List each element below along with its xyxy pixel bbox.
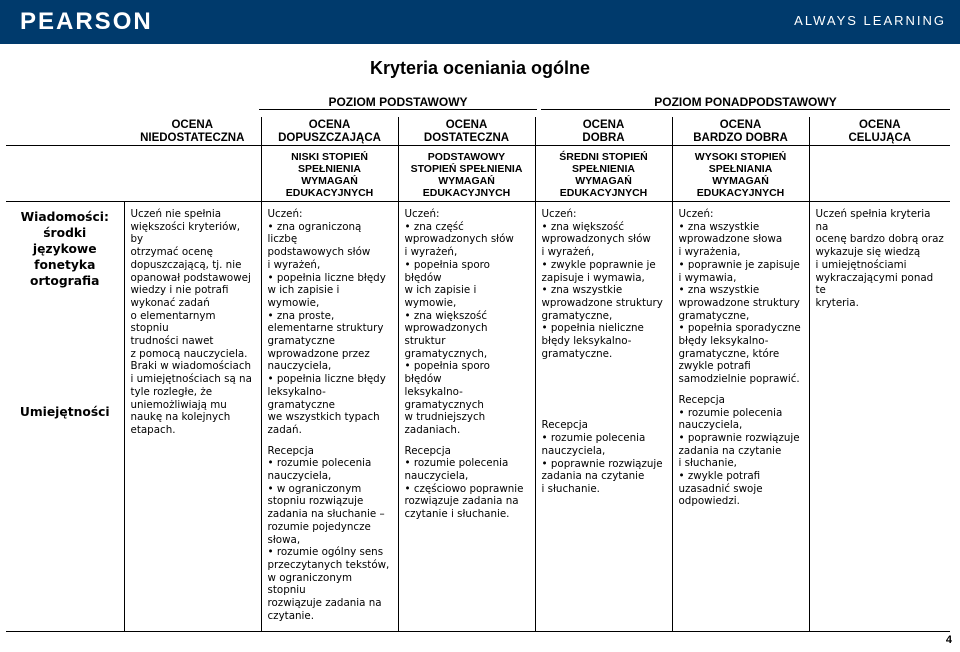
bullet-line: • zna wszystkie: [542, 284, 666, 297]
text-line: zadaniach.: [404, 423, 461, 436]
header-bar: [0, 0, 960, 44]
text-line: rozwiązuje zadania na: [404, 495, 519, 508]
bullet-line: • zna wszystkie: [679, 284, 803, 297]
bullet-line: • poprawnie rozwiązuje: [542, 458, 666, 471]
cell-bardzo-dobra: [672, 202, 809, 632]
text-line: Uczeń:: [678, 208, 714, 220]
grade-celujaca: OCENA CELUJĄCA: [809, 117, 950, 146]
text-line: gramatyczne.: [541, 347, 613, 360]
text-line: przeczytanych tekstów,: [267, 558, 390, 571]
text-line: gramatyczne,: [541, 309, 613, 322]
text-line: wprowadzonych słów: [541, 233, 651, 246]
bullet-line: • w ograniczonym: [268, 483, 392, 496]
criteria-row: [6, 202, 950, 632]
bullet-line: • popełnia sporo błędów: [405, 259, 529, 284]
cell-dostateczna: [398, 202, 535, 632]
text-line: rozumie pojedyncze: [267, 520, 371, 533]
requirement-medium: ŚREDNI STOPIEŃ SPEŁNIENIA WYMAGAŃ EDUKACYJNYCH: [535, 146, 672, 202]
text-line: i wyrażeń,: [404, 246, 458, 259]
text-line: i wyrażenia,: [678, 246, 741, 259]
bullet-line: • zwykle potrafi: [679, 470, 803, 483]
text-line: uzasadnić swoje: [678, 482, 763, 495]
text-line: zadania na czytanie: [541, 470, 645, 483]
text-line: wprowadzone struktury: [541, 296, 663, 309]
text-line: Uczeń nie spełnia: [130, 208, 222, 220]
text-line: słowa,: [267, 533, 301, 546]
text-line: w trudniejszych: [404, 411, 486, 424]
text-line: gramatycznych,: [404, 347, 488, 360]
text-line: w ich zapisie i wymowie,: [267, 284, 340, 309]
text-line: elementarne struktury: [267, 322, 384, 335]
bullet-line: • zna część: [405, 221, 529, 234]
text-line: i słuchanie,: [678, 457, 737, 470]
requirement-basic: PODSTAWOWY STOPIEŃ SPEŁNIENIA WYMAGAŃ EDUKACYJNYCH: [398, 146, 535, 202]
bullet-line: • rozumie polecenia: [542, 432, 666, 445]
bullet-line: • rozumie polecenia: [679, 407, 803, 420]
page-title: Kryteria oceniania ogólne: [369, 58, 591, 78]
text-line: nauczyciela,: [541, 444, 606, 457]
text-line: Uczeń spełnia kryteria na: [815, 208, 931, 233]
bullet-line: • zna większość: [542, 221, 666, 234]
bullet-line: • zna wszystkie: [679, 221, 803, 234]
requirement-high: WYSOKI STOPIEŃ SPEŁNIANIA WYMAGAŃ EDUKACYJNYCH: [672, 146, 809, 202]
text-line: gramatycznych: [404, 398, 484, 411]
text-line: i wyrażeń,: [267, 258, 321, 271]
text-line: Recepcja: [678, 393, 725, 406]
text-line: stopniu rozwiązuje: [267, 495, 364, 508]
text-line: Uczeń:: [541, 208, 577, 220]
text-line: zadania na słuchanie –: [267, 508, 385, 521]
row-label-skills: Umiejętności: [19, 405, 110, 419]
text-line: zwykle potrafi: [678, 360, 751, 373]
text-line: leksykalno-gramatyczne: [267, 385, 335, 411]
text-line: leksykalno-: [404, 385, 463, 398]
text-line: etapach.: [130, 423, 176, 436]
grade-dobra: OCENA DOBRA: [535, 117, 672, 146]
bullet-line: • poprawnie rozwiązuje: [679, 432, 803, 445]
text-line: wiedzy i nie potrafi: [130, 284, 229, 297]
text-line: trudności nawet: [130, 335, 214, 348]
cell-niedostateczna: [124, 202, 261, 632]
text-line: we wszystkich typach: [267, 411, 380, 424]
text-line: wykraczającymi ponad te: [815, 271, 934, 297]
cell-dopuszczajaca: [261, 202, 398, 632]
text-line: wykonać zadań: [130, 296, 210, 309]
text-line: nauczyciela,: [267, 470, 332, 483]
row-label-knowledge: Wiadomości:: [20, 210, 109, 224]
text-line: nauczyciela,: [678, 419, 743, 432]
text-line: z pomocą nauczyciela.: [130, 347, 248, 360]
text-line: w ich zapisie i wymowie,: [404, 284, 477, 309]
text-line: błędy leksykalno-: [541, 335, 632, 348]
bullet-line: • popełnia liczne błędy: [268, 272, 392, 285]
grade-niedostateczna: OCENA NIEDOSTATECZNA: [140, 119, 245, 144]
tagline: ALWAYS LEARNING: [794, 13, 946, 28]
row-labels: Wiadomości: środki językowe fonetyka ortografia Umiejętności: [6, 202, 124, 632]
text-line: ocenę bardzo dobrą oraz: [815, 233, 944, 246]
text-line: i wyrażeń,: [541, 246, 595, 259]
level-advanced: POZIOM PONADPODSTAWOWY: [541, 95, 950, 109]
bullet-line: • popełnia liczne błędy: [268, 373, 392, 386]
pearson-logo: PEARSON: [20, 8, 153, 35]
text-line: czytanie.: [267, 609, 315, 622]
bullet-line: • rozumie polecenia: [268, 457, 392, 470]
bullet-line: • rozumie polecenia: [405, 457, 529, 470]
bullet-line: • zna ograniczoną liczbę: [268, 221, 392, 246]
text-line: wprowadzonych słów: [404, 233, 514, 246]
text-line: nauczyciela,: [267, 360, 332, 373]
text-line: naukę na kolejnych: [130, 411, 231, 424]
bullet-line: • popełnia sporadyczne: [679, 322, 803, 335]
text-line: o elementarnym stopniu: [130, 309, 216, 335]
text-line: wprowadzonych struktur: [404, 322, 488, 348]
text-line: wprowadzone słowa: [678, 233, 783, 246]
text-line: gramatyczne, które: [678, 347, 780, 360]
criteria-table: [6, 117, 950, 632]
text-line: w ograniczonym stopniu: [267, 571, 352, 597]
text-line: odpowiedzi.: [678, 495, 740, 508]
requirement-row: [6, 146, 950, 202]
bullet-line: • rozumie ogólny sens: [268, 546, 392, 559]
text-line: nauczyciela,: [404, 470, 469, 483]
text-line: opanował podstawowej: [130, 271, 251, 284]
text-line: Braki w wiadomościach: [130, 360, 252, 373]
text-line: większości kryteriów, by: [130, 220, 241, 246]
text-line: zapisuje i wymawia,: [541, 271, 645, 284]
page-number: 4: [945, 634, 952, 646]
bullet-line: • zna większość: [405, 310, 529, 323]
grade-bardzo-dobra: OCENA BARDZO DOBRA: [672, 117, 809, 146]
text-line: wprowadzone struktury: [678, 296, 800, 309]
text-line: podstawowych słów: [267, 246, 371, 259]
requirement-low: NISKI STOPIEŃ SPEŁNIENIA WYMAGAŃ EDUKACYJNYCH: [261, 146, 398, 202]
text-line: błędy leksykalno-: [678, 335, 769, 348]
grade-dostateczna: OCENA DOSTATECZNA: [398, 117, 535, 146]
text-line: gramatyczne: [267, 335, 335, 348]
text-line: tyle rozległe, że: [130, 385, 213, 398]
text-line: wykazuje się wiedzą: [815, 246, 921, 259]
bullet-line: • częściowo poprawnie: [405, 483, 529, 496]
bullet-line: • zwykle poprawnie je: [542, 259, 666, 272]
text-line: Uczeń:: [267, 208, 303, 220]
bullet-line: • zna proste,: [268, 310, 392, 323]
text-line: i umiejętnościami: [815, 258, 907, 271]
text-line: zadania na czytanie: [678, 444, 782, 457]
text-line: samodzielnie poprawić.: [678, 373, 800, 386]
text-line: dopuszczającą, tj. nie: [130, 258, 242, 271]
grade-header-row: [6, 117, 950, 146]
text-line: i umiejętnościach są na: [130, 373, 252, 386]
text-line: Uczeń:: [404, 208, 440, 220]
level-basic: POZIOM PODSTAWOWY: [259, 95, 537, 109]
grade-dopuszczajaca: OCENA DOPUSZCZAJĄCA: [261, 117, 398, 146]
text-line: Recepcja: [541, 419, 588, 432]
text-line: zadań.: [267, 423, 302, 436]
cell-celujaca: [809, 202, 950, 632]
bullet-line: • popełnia sporo błędów: [405, 360, 529, 385]
text-line: kryteria.: [815, 296, 859, 309]
text-line: gramatyczne,: [678, 309, 750, 322]
text-line: uniemożliwiają mu: [130, 398, 227, 411]
text-line: rozwiązuje zadania na: [267, 597, 382, 610]
text-line: Recepcja: [267, 444, 314, 457]
text-line: czytanie i słuchanie.: [404, 508, 510, 521]
bullet-line: • popełnia nieliczne: [542, 322, 666, 335]
text-line: i wymawia,: [678, 271, 737, 284]
text-line: wprowadzone przez: [267, 347, 370, 360]
bullet-line: • poprawnie je zapisuje: [679, 259, 803, 272]
text-line: otrzymać ocenę: [130, 246, 214, 259]
cell-dobra: [535, 202, 672, 632]
text-line: Recepcja: [404, 444, 451, 457]
text-line: i słuchanie.: [541, 482, 600, 495]
